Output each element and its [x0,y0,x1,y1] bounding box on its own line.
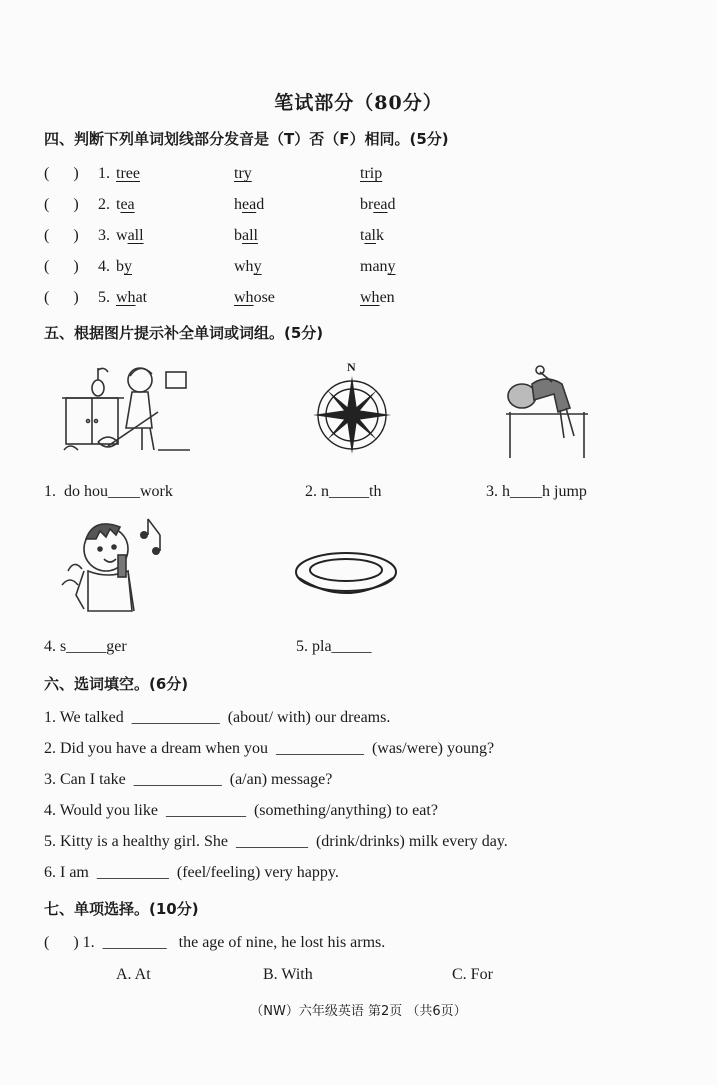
word-part: b [234,227,242,244]
picture-word-item: 5. pla_____ [296,638,372,655]
answer-blank-paren: ( ) [44,227,79,244]
underlined-letters: all [242,227,258,244]
answer-blank-paren: ( ) [44,289,79,306]
section-7-heading: 七、单项选择。(10分) [44,900,199,918]
picture-word-item: 4. s_____ger [44,638,127,655]
underlined-letters: wh [360,289,380,306]
word-part: at [135,289,148,306]
underlined-letters: ea [373,196,388,213]
picture-word-item: 3. h____h jump [486,483,587,500]
underlined-letters: trip [360,165,383,182]
section-7-question-1: ( ) 1. ________ the age of nine, he lost his arms. [44,934,386,951]
underlined-letters: y [253,258,262,275]
word-part: br [360,196,374,213]
section-6-heading: 六、选词填空。(6分) [44,675,189,693]
question-number: 3. [98,227,110,244]
word-part: d [387,196,396,213]
fill-blank-item: 5. Kitty is a healthy girl. She _________ (drink/drinks) milk every day. [44,833,508,850]
word-w2 [234,196,264,214]
underlined-letters: tree [116,165,140,182]
answer-blank-paren: ( ) [44,196,79,213]
singer-picture [58,515,170,615]
option-b: B. With [263,966,313,983]
underlined-letters: ea [120,196,135,213]
fill-blank-item: 1. We talked ___________ (about/ with) our dreams. [44,709,391,726]
underlined-letters: ea [242,196,257,213]
word-part: b [116,258,124,275]
word-part: ose [253,289,275,306]
word-part: wh [234,258,254,275]
page-title: 笔试部分（80分） [274,92,443,114]
fill-blank-item: 2. Did you have a dream when you ___________ (was/were) young? [44,740,495,757]
underlined-letters: y [124,258,132,275]
question-number: 4. [98,258,110,275]
word-part: w [116,227,128,244]
word-w3 [360,289,395,307]
picture-word-item: 1. do hou____work [44,483,173,500]
word-part: en [379,289,395,306]
word-w1 [116,165,140,183]
high-jump-picture [500,362,595,460]
word-w2 [234,289,275,307]
section-5-heading: 五、根据图片提示补全单词或词组。(5分) [44,324,324,342]
underlined-letters: wh [234,289,254,306]
option-c: C. For [452,966,493,983]
answer-blank-paren: ( ) [44,165,79,182]
compass-picture [309,372,395,458]
underlined-letters: y [387,258,396,275]
answer-blank-paren: ( ) [44,258,79,275]
underlined-letters: al [364,227,376,244]
word-part: k [376,227,384,244]
word-w2 [234,165,252,183]
compass-north-label: N [347,360,356,374]
word-part: d [256,196,265,213]
picture-word-item: 2. n_____th [305,483,382,500]
fill-blank-item: 6. I am _________ (feel/feeling) very happy. [44,864,339,881]
question-number: 5. [98,289,110,306]
question-number: 1. [98,165,110,182]
word-part: h [234,196,242,213]
word-w3 [360,165,382,183]
word-w3 [360,227,384,245]
word-w3 [360,258,396,276]
underlined-letters: wh [116,289,136,306]
fill-blank-item: 4. Would you like __________ (something/anything) to eat? [44,802,438,819]
fill-blank-item: 3. Can I take ___________ (a/an) message? [44,771,333,788]
word-w1 [116,227,144,245]
word-w2 [234,258,262,276]
word-w2 [234,227,258,245]
section-4-heading: 四、判断下列单词划线部分发音是（T）否（F）相同。(5分) [44,130,449,148]
word-w1 [116,289,147,307]
word-part: t [116,196,121,213]
question-number: 2. [98,196,110,213]
page-footer: （NW）六年级英语 第2页 （共6页） [250,1004,467,1019]
word-part: t [360,227,365,244]
plate-picture [293,548,399,602]
housework-picture [58,358,193,458]
underlined-letters: try [234,165,252,182]
word-w1 [116,196,135,214]
word-part: man [360,258,388,275]
word-w1 [116,258,132,276]
word-w3 [360,196,396,214]
option-a: A. At [116,966,151,983]
underlined-letters: all [127,227,144,244]
